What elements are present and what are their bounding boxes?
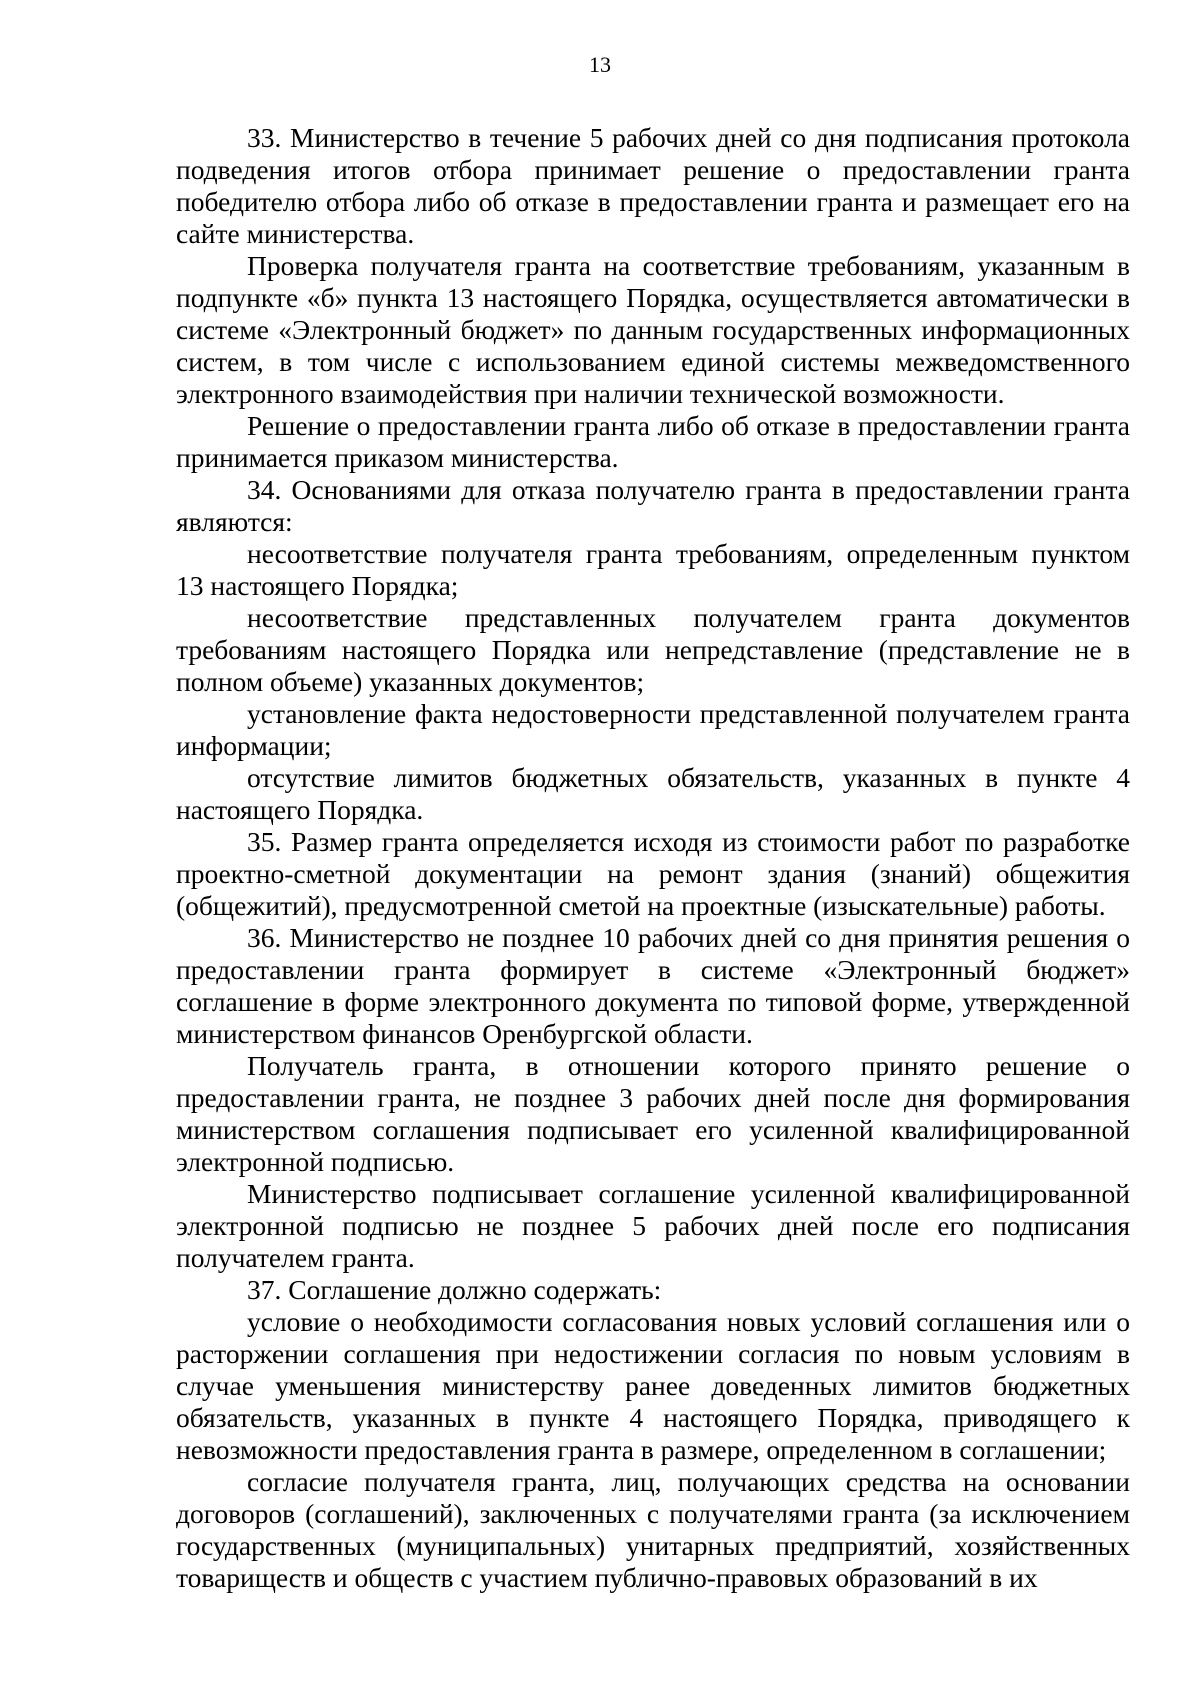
document-body — [176, 122, 1130, 1594]
refusal-ground-1: несоответствие получателя гранта требованиям, определенным пунктом 13 настоящего Порядка; — [176, 538, 1130, 601]
paragraph-recipient-signing: Получатель гранта, в отношении которого принято решение о предоставлении гранта, не позднее 3 рабочих дней после дня формирования министерством соглашения подписывает его усиленной квалифицированной электронной подписью. — [176, 1050, 1130, 1177]
paragraph-grant-check: Проверка получателя гранта на соответствие требованиям, указанным в подпункте «б» пункта 13 настоящего Порядка, осуществляется автоматически в системе «Электронный бюджет» по данным государственных информационных систем, в том числе с использованием единой системы межведомственного электронного взаимодействия при наличии технической возможности. — [176, 250, 1130, 409]
paragraph-decision: Решение о предоставлении гранта либо об отказе в предоставлении гранта принимается приказом министерства. — [176, 410, 1130, 473]
agreement-condition-1: условие о необходимости согласования новых условий соглашения или о расторжении соглашения при недостижении согласия по новым условиям в случае уменьшения министерству ранее доведенных лимитов бюджетных обязательств, указанных в пункте 4 настоящего Порядка, приводящего к невозможности предоставления гранта в размере, определенном в соглашении; — [176, 1306, 1130, 1465]
paragraph-37: 37. Соглашение должно содержать: — [247, 1274, 662, 1305]
paragraph-34: 34. Основаниями для отказа получателю гранта в предоставлении гранта являются: — [176, 474, 1130, 537]
paragraph-35: 35. Размер гранта определяется исходя из стоимости работ по разработке проектно-сметной документации на ремонт здания (знаний) общежития (общежитий), предусмотренной сметой на проектные (изыскательные) работы. — [176, 826, 1130, 921]
page-number: 13 — [589, 52, 611, 77]
refusal-ground-3: установление факта недостоверности представленной получателем гранта информации; — [176, 698, 1130, 761]
agreement-condition-2: согласие получателя гранта, лиц, получающих средства на основании договоров (соглашений), заключенных с получателями гранта (за исключением государственных (муниципальных) унитарных предприятий, хозяйственных товариществ и обществ с участием публично-правовых образований в их — [176, 1466, 1130, 1593]
paragraph-36: 36. Министерство не позднее 10 рабочих дней со дня принятия решения о предоставлении гранта формирует в системе «Электронный бюджет» соглашение в форме электронного документа по типовой форме, утвержденной министерством финансов Оренбургской области. — [176, 922, 1130, 1049]
refusal-ground-4: отсутствие лимитов бюджетных обязательств, указанных в пункте 4 настоящего Порядка. — [176, 762, 1130, 825]
paragraph-ministry-signing: Министерство подписывает соглашение усиленной квалифицированной электронной подписью не позднее 5 рабочих дней после его подписания получателем гранта. — [176, 1178, 1130, 1273]
paragraph-33: 33. Министерство в течение 5 рабочих дней со дня подписания протокола подведения итогов отбора принимает решение о предоставлении гранта победителю отбора либо об отказе в предоставлении гранта и размещает его на сайте министерства. — [176, 122, 1130, 249]
refusal-ground-2: несоответствие представленных получателем гранта документов требованиям настоящего Порядка или непредставление (представление не в полном объеме) указанных документов; — [176, 602, 1130, 697]
